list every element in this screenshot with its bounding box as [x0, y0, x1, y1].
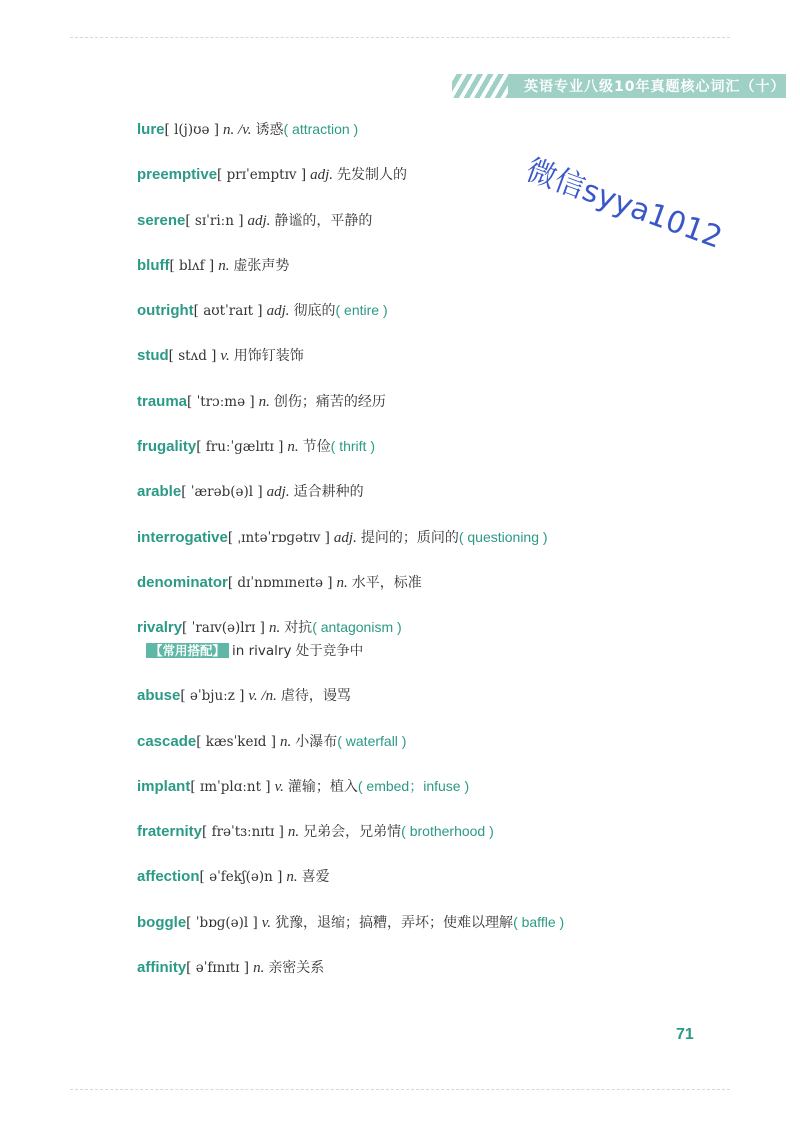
- vocab-entry: [137, 773, 737, 818]
- phonetic: [ ˌɪntəˈrɒɡətɪv ]: [227, 529, 330, 546]
- phonetic: [ prɪˈemptɪv ]: [217, 167, 307, 184]
- synonym: ( questioning ): [458, 528, 548, 545]
- headword: interrogative: [137, 528, 228, 546]
- vocab-entry: [137, 161, 737, 206]
- meaning: 诱惑: [255, 122, 284, 138]
- headword: fraternity: [137, 823, 203, 841]
- meaning: 先发制人的: [337, 167, 408, 184]
- vocab-entry: [137, 728, 737, 773]
- phonetic: [ ˈærəb(ə)l ]: [181, 484, 263, 501]
- vocab-entry: [137, 116, 737, 161]
- synonym: ( waterfall ): [337, 732, 407, 749]
- vocab-entry: [137, 433, 737, 478]
- meaning: 虐待，谩骂: [280, 688, 351, 705]
- headword: outright: [137, 302, 194, 320]
- vocab-entry: [137, 614, 737, 682]
- headword: abuse: [137, 687, 181, 705]
- vocab-entry: [137, 342, 737, 387]
- part-of-speech: n.: [336, 574, 348, 591]
- part-of-speech: n.: [287, 439, 299, 456]
- part-of-speech: n.: [268, 620, 281, 637]
- part-of-speech: n.: [287, 824, 300, 841]
- vocabulary-list: [137, 116, 737, 999]
- phonetic: [ əˈfekʃ(ə)n ]: [199, 869, 283, 886]
- headword: rivalry: [137, 619, 183, 637]
- meaning: 犹豫，退缩；搞糟，弄坏；使难以理解: [275, 914, 514, 931]
- collocation-tag: 【常用搭配】: [146, 643, 229, 658]
- part-of-speech: n.: [279, 733, 292, 750]
- meaning: 水平，标准: [351, 574, 422, 591]
- vocab-entry: [137, 818, 737, 863]
- phonetic: [ əˈbjuːz ]: [180, 688, 245, 705]
- vocab-entry: [137, 297, 737, 342]
- phonetic: [ ˈraɪv(ə)lrɪ ]: [182, 620, 265, 637]
- phonetic: [ sɪˈriːn ]: [185, 212, 244, 229]
- chapter-title: 英语专业八级10年真题核心词汇（十）: [524, 79, 786, 95]
- vocab-entry: [137, 207, 737, 252]
- part-of-speech: adj.: [266, 303, 290, 320]
- phonetic: [ kæsˈkeɪd ]: [196, 733, 276, 750]
- part-of-speech: n.: [253, 960, 265, 977]
- vocab-entry: [137, 569, 737, 614]
- headword: lure: [137, 121, 165, 138]
- meaning: 创伤；痛苦的经历: [273, 393, 386, 410]
- headword: serene: [137, 211, 186, 229]
- part-of-speech: adj.: [333, 529, 357, 546]
- synonym: ( entire ): [335, 302, 388, 319]
- vocab-entry: [137, 954, 737, 999]
- phonetic: [ frəˈtɜːnɪtɪ ]: [202, 824, 284, 841]
- headword: bluff: [137, 256, 170, 274]
- phonetic: [ stʌd ]: [168, 348, 217, 365]
- part-of-speech: n.: [286, 869, 298, 886]
- bottom-divider: [70, 1089, 730, 1090]
- watermark-text: 微信syya1012: [521, 152, 727, 256]
- part-of-speech: v. /n.: [248, 688, 277, 705]
- part-of-speech: n.: [258, 393, 270, 410]
- vocab-entry: [137, 909, 737, 954]
- meaning: 彻底的: [293, 303, 336, 320]
- collocation: [146, 641, 737, 661]
- chapter-header: [452, 74, 786, 98]
- vocab-entry: [137, 478, 737, 523]
- part-of-speech: v.: [220, 348, 230, 365]
- part-of-speech: adj.: [266, 484, 290, 501]
- phonetic: [ əˈfɪnɪtɪ ]: [186, 960, 250, 977]
- vocab-entry: [137, 388, 737, 433]
- headword: cascade: [137, 732, 197, 750]
- synonym: ( antagonism ): [312, 619, 402, 636]
- meaning: 兄弟会，兄弟情: [303, 824, 402, 841]
- vocab-entry: [137, 682, 737, 727]
- part-of-speech: n. /v.: [223, 122, 252, 138]
- part-of-speech: n.: [218, 257, 230, 274]
- meaning: 提问的；质问的: [360, 529, 459, 546]
- headword: arable: [137, 483, 182, 501]
- meaning: 虚张声势: [233, 257, 290, 274]
- phonetic: [ ˈbɒɡ(ə)l ]: [186, 914, 258, 931]
- headword: affinity: [137, 959, 187, 977]
- part-of-speech: adj.: [247, 212, 271, 229]
- synonym: ( thrift ): [330, 438, 376, 455]
- headword: implant: [137, 777, 191, 795]
- synonym: ( attraction ): [283, 121, 359, 137]
- synonym: ( baffle ): [513, 913, 565, 930]
- meaning: 灌输；植入: [287, 778, 358, 795]
- headword: denominator: [137, 573, 228, 591]
- collocation-text: in rivalry 处于竞争中: [232, 643, 364, 660]
- meaning: 喜爱: [301, 869, 330, 886]
- synonym: ( embed；infuse ): [357, 777, 470, 794]
- headword: preemptive: [137, 166, 218, 184]
- top-divider: [70, 37, 730, 38]
- phonetic: [ dɪˈnɒmɪneɪtə ]: [227, 574, 333, 591]
- headword: frugality: [137, 438, 197, 456]
- meaning: 亲密关系: [268, 960, 325, 977]
- meaning: 用饰钉装饰: [233, 348, 304, 365]
- part-of-speech: v.: [261, 914, 272, 931]
- meaning: 静谧的，平静的: [274, 212, 373, 229]
- part-of-speech: v.: [274, 778, 284, 795]
- part-of-speech: adj.: [310, 167, 334, 184]
- headword: stud: [137, 347, 169, 365]
- phonetic: [ l(j)ʊə ]: [164, 122, 220, 138]
- phonetic: [ blʌf ]: [169, 257, 215, 274]
- synonym: ( brotherhood ): [401, 823, 494, 840]
- headword: boggle: [137, 913, 187, 931]
- header-stripes-decoration: [452, 74, 508, 98]
- page-number: 71: [676, 1026, 694, 1043]
- meaning: 小瀑布: [295, 733, 338, 750]
- headword: affection: [137, 868, 200, 886]
- phonetic: [ ˈtrɔːmə ]: [187, 393, 255, 410]
- vocab-entry: [137, 252, 737, 297]
- phonetic: [ fruːˈɡælɪtɪ ]: [196, 439, 284, 456]
- vocab-entry: [137, 863, 737, 908]
- phonetic: [ ɪmˈplɑːnt ]: [190, 778, 271, 795]
- meaning: 适合耕种的: [293, 484, 364, 501]
- phonetic: [ aʊtˈraɪt ]: [193, 303, 263, 320]
- meaning: 对抗: [284, 620, 313, 637]
- headword: trauma: [137, 392, 188, 410]
- vocab-entry: [137, 524, 737, 569]
- meaning: 节俭: [302, 439, 331, 456]
